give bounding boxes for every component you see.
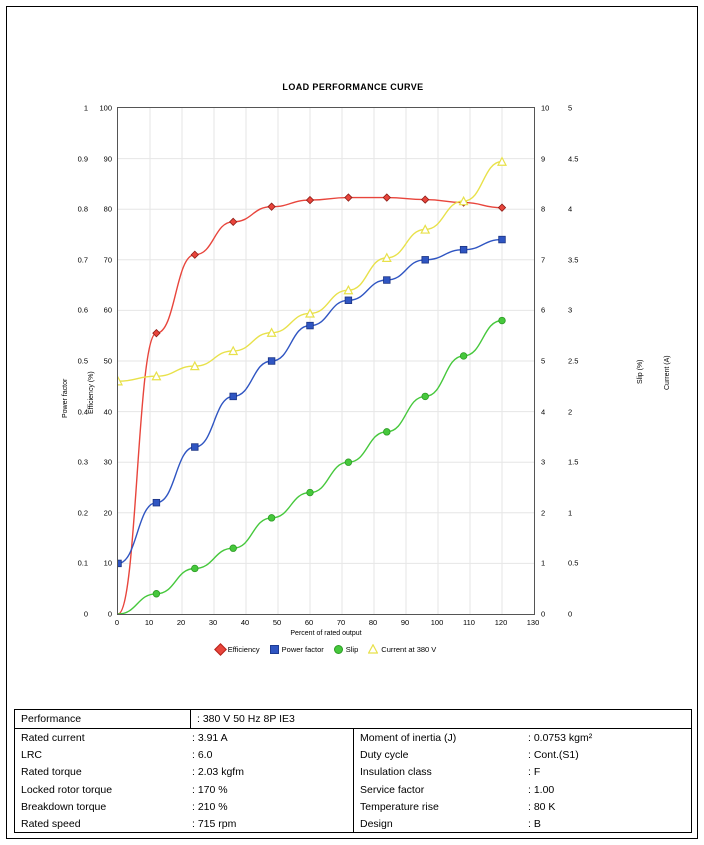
- axis-tick: 3: [568, 305, 573, 315]
- data-point: [460, 353, 467, 360]
- data-point: [192, 565, 199, 572]
- data-point: [345, 459, 352, 466]
- axis-tick: 2: [568, 407, 573, 417]
- axis-tick: 0.3: [77, 457, 88, 467]
- axis-tick: 3: [541, 457, 546, 467]
- specification-table: [14, 709, 692, 833]
- data-point: [422, 196, 429, 203]
- data-point: [307, 322, 314, 329]
- performance-label: Performance: [21, 713, 82, 725]
- axis-tick: 60: [103, 305, 112, 315]
- series-current-at-380-v: [118, 158, 506, 385]
- spec-value: : 0.0753 kgm²: [528, 731, 593, 744]
- spec-row: [15, 746, 353, 763]
- data-point: [383, 194, 390, 201]
- axis-tick: 20: [103, 508, 112, 518]
- spec-row: [15, 815, 353, 832]
- data-point: [153, 499, 160, 506]
- diamond-marker-icon: [214, 643, 227, 656]
- axis-tick: 2: [541, 508, 546, 518]
- data-point: [192, 444, 199, 451]
- spec-value: : 6.0: [192, 748, 213, 761]
- data-point: [268, 515, 275, 522]
- axis-title-x: Percent of rated output: [290, 630, 362, 637]
- axis-tick: 2.5: [568, 356, 579, 366]
- spec-label: Breakdown torque: [21, 800, 107, 813]
- legend-label: Power factor: [281, 644, 324, 654]
- circle-marker-icon: [334, 645, 343, 654]
- spec-value: : 1.00: [528, 783, 555, 796]
- axis-tick: 60: [304, 618, 314, 627]
- axis-tick: 100: [430, 618, 444, 627]
- axis-tick: 0.4: [77, 407, 88, 417]
- spec-value: : 715 rpm: [192, 818, 237, 831]
- spec-value: : 80 K: [528, 800, 556, 813]
- spec-label: Insulation class: [360, 766, 432, 779]
- axis-current: [566, 103, 588, 619]
- data-point: [499, 236, 506, 243]
- axis-tick: 10: [541, 103, 550, 113]
- axis-tick: 80: [103, 204, 112, 214]
- axis-tick: 80: [368, 618, 378, 627]
- axis-tick: 0: [541, 609, 546, 619]
- axis-tick: 1: [541, 558, 546, 568]
- axis-tick: 50: [272, 618, 282, 627]
- axis-power-factor: [68, 103, 90, 619]
- series-power-factor: [118, 236, 505, 566]
- spec-label: Temperature rise: [360, 800, 439, 813]
- axis-tick: 0: [568, 609, 573, 619]
- spec-grid: [15, 729, 691, 833]
- spec-column-right: [353, 729, 691, 833]
- spec-value: : B: [528, 818, 541, 831]
- spec-label: Service factor: [360, 783, 425, 796]
- axis-tick: 3.5: [568, 255, 579, 265]
- data-point: [230, 545, 237, 552]
- axis-tick: 50: [103, 356, 112, 366]
- spec-value: : 170 %: [192, 783, 228, 796]
- data-point: [460, 246, 467, 253]
- axis-tick: 0: [114, 618, 120, 627]
- spec-label: Rated torque: [21, 766, 82, 779]
- data-point: [307, 489, 314, 496]
- axis-tick: 0.5: [77, 356, 88, 366]
- axis-tick: 4: [568, 204, 573, 214]
- axis-tick: 5: [568, 103, 573, 113]
- axis-tick: 10: [103, 558, 112, 568]
- axis-tick: 100: [99, 103, 112, 113]
- axis-tick: 4: [541, 407, 546, 417]
- data-point: [384, 277, 391, 284]
- data-point: [499, 317, 506, 324]
- axis-tick: 7: [541, 255, 546, 265]
- square-marker-icon: [270, 645, 279, 654]
- spec-value: : Cont.(S1): [528, 748, 579, 761]
- axis-tick: 1: [83, 103, 88, 113]
- axis-tick: 0.9: [77, 154, 88, 164]
- data-point: [118, 560, 121, 567]
- data-point: [384, 429, 391, 436]
- data-point: [268, 358, 275, 365]
- axis-tick: 5: [541, 356, 546, 366]
- data-point: [422, 393, 429, 400]
- axis-tick: 6: [541, 305, 546, 315]
- axis-title-power-factor: Power factor: [62, 378, 69, 418]
- x-axis-ticks: [114, 618, 540, 630]
- axis-tick: 90: [400, 618, 410, 627]
- triangle-marker-icon: [368, 644, 378, 654]
- axis-tick: 0: [107, 609, 112, 619]
- axis-tick: 30: [103, 457, 112, 467]
- legend-label: Efficiency: [227, 644, 260, 654]
- spec-row: [354, 729, 691, 746]
- spec-row: [15, 764, 353, 781]
- legend-item-current-at-380-v[interactable]: [368, 644, 436, 654]
- data-point: [345, 194, 352, 201]
- axis-title-efficiency: Efficiency (%): [88, 371, 95, 414]
- spec-label: LRC: [21, 748, 43, 761]
- data-point: [422, 257, 429, 264]
- performance-value: : 380 V 50 Hz 8P IE3: [190, 710, 691, 729]
- axis-tick: 8: [541, 204, 546, 214]
- load-performance-chart: [14, 14, 692, 704]
- axis-tick: 0.2: [77, 508, 88, 518]
- spec-value: : F: [528, 766, 541, 779]
- data-point: [230, 218, 237, 225]
- spec-row: [15, 729, 353, 746]
- page-frame: [6, 6, 698, 839]
- data-point: [191, 251, 198, 258]
- legend-item-slip[interactable]: [334, 645, 359, 654]
- axis-tick: 30: [208, 618, 218, 627]
- axis-tick: 1.5: [568, 457, 579, 467]
- axis-slip: [539, 103, 559, 619]
- spec-label: Moment of inertia (J): [360, 731, 457, 744]
- spec-row: [15, 781, 353, 798]
- axis-tick: 40: [240, 618, 250, 627]
- spec-label: Locked rotor torque: [21, 783, 113, 796]
- axis-tick: 0.7: [77, 255, 88, 265]
- chart-legend: [117, 642, 535, 656]
- spec-row: [354, 798, 691, 815]
- series-slip: [118, 317, 505, 614]
- spec-label: Design: [360, 818, 393, 831]
- series-efficiency: [118, 194, 506, 614]
- axis-tick: 20: [176, 618, 186, 627]
- axis-tick: 1: [568, 508, 573, 518]
- legend-label: Current at 380 V: [381, 644, 437, 654]
- axis-tick: 0.6: [77, 305, 88, 315]
- axis-tick: 120: [494, 618, 508, 627]
- axis-tick: 40: [103, 407, 112, 417]
- axis-efficiency: [94, 103, 114, 619]
- spec-label: Duty cycle: [360, 748, 409, 761]
- chart-title: LOAD PERFORMANCE CURVE: [282, 82, 424, 92]
- data-point: [306, 196, 313, 203]
- spec-row: [354, 781, 691, 798]
- axis-tick: 110: [463, 618, 475, 627]
- spec-column-left: [15, 729, 353, 833]
- legend-item-power-factor[interactable]: [270, 645, 324, 654]
- data-point: [153, 590, 160, 597]
- spec-row: [354, 815, 691, 832]
- spec-value: : 210 %: [192, 800, 228, 813]
- spec-label: Rated current: [21, 731, 85, 744]
- axis-tick: 0.8: [77, 204, 88, 214]
- data-point: [345, 297, 352, 304]
- plot-area: [117, 107, 535, 615]
- legend-label: Slip: [345, 644, 359, 654]
- axis-tick: 9: [541, 154, 546, 164]
- axis-tick: 0.5: [568, 558, 579, 568]
- plot-svg: [118, 108, 534, 614]
- spec-value: : 3.91 A: [192, 731, 228, 744]
- axis-tick: 4.5: [568, 154, 579, 164]
- spec-row: [15, 798, 353, 815]
- axis-tick: 70: [103, 255, 112, 265]
- axis-tick: 130: [526, 618, 540, 627]
- spec-label: Rated speed: [21, 818, 81, 831]
- spec-row: [354, 764, 691, 781]
- axis-tick: 90: [103, 154, 112, 164]
- legend-item-efficiency[interactable]: [216, 645, 260, 654]
- axis-title-current: Current (A): [664, 355, 671, 390]
- axis-tick: 0: [83, 609, 88, 619]
- data-point: [230, 393, 237, 400]
- spec-row: [354, 746, 691, 763]
- performance-row: [15, 710, 691, 729]
- axis-tick: 70: [336, 618, 346, 627]
- axis-tick: 10: [144, 618, 154, 627]
- spec-value: : 2.03 kgfm: [192, 766, 244, 779]
- axis-tick: 0.1: [77, 558, 88, 568]
- axis-title-slip: Slip (%): [637, 359, 644, 384]
- data-point: [498, 204, 505, 211]
